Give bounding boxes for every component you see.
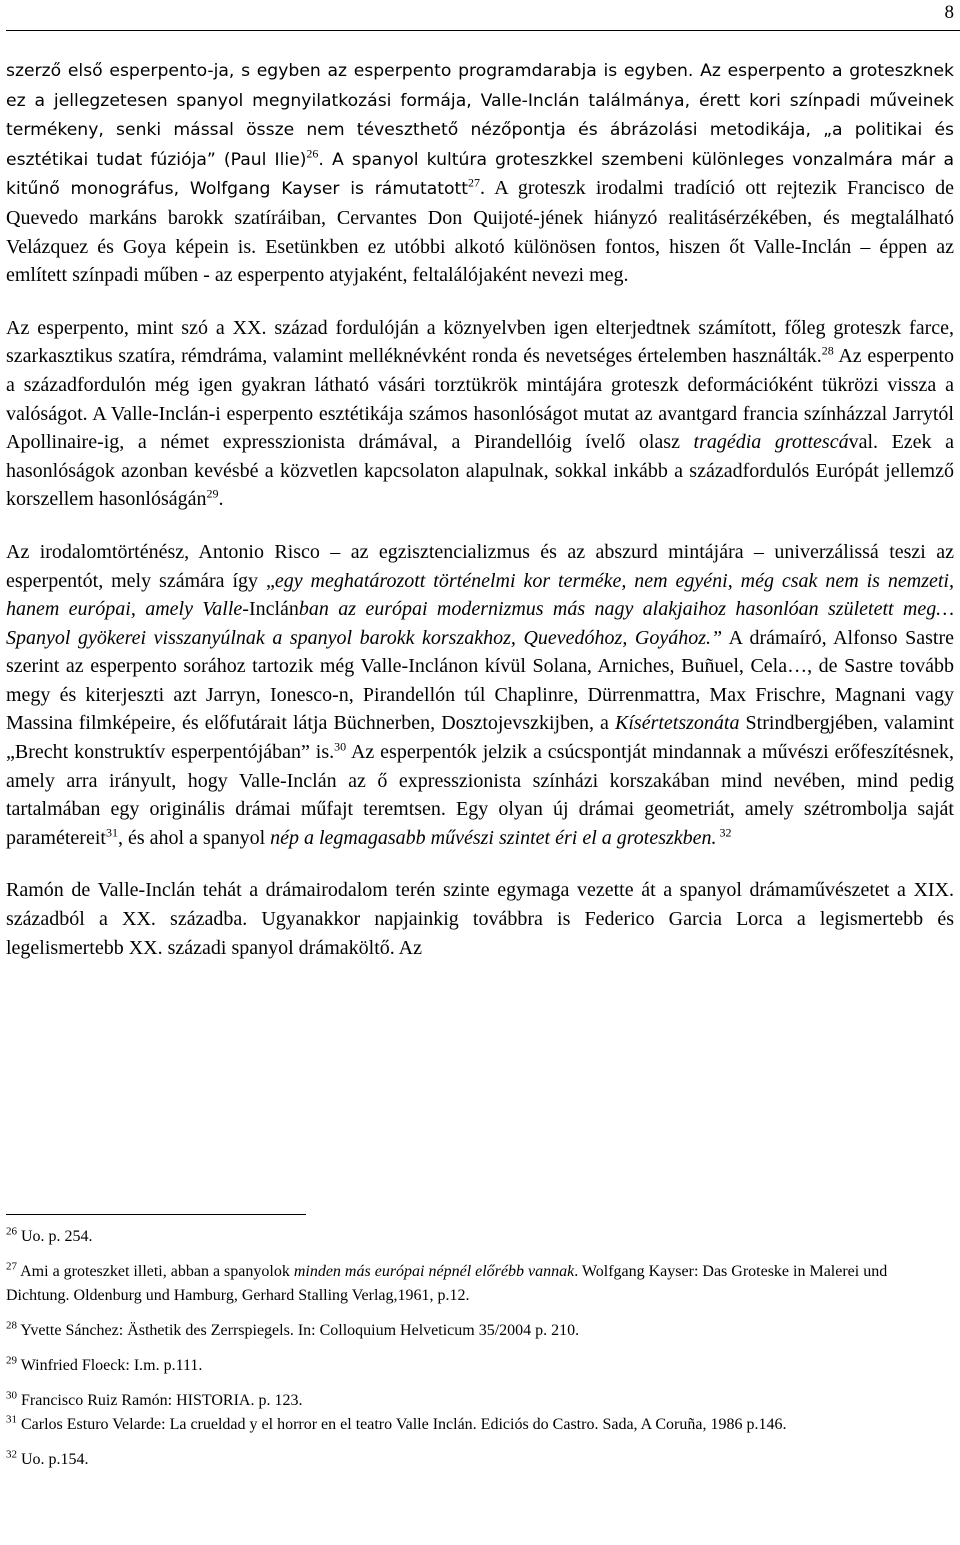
- footnote-text: . Wolfgang Kayser: Das Groteske in Malerei und Dichtung. Oldenburg und Hamburg, Gerhard Stalling Verlag,1961, p.12.: [6, 1263, 888, 1304]
- work-title-italic: Kísértetszonáta: [615, 712, 740, 735]
- footnote-30: [6, 1389, 954, 1413]
- text-run: Az esperpento, mint szó a XX. század fordulóján a köznyelvben igen elterjedtnek számított, főleg groteszk farce, szarkasztikus szatíra, rémdráma, valamint melléknévként ronda és nevetséges értelemben használták.: [6, 316, 954, 368]
- footnote-text: Uo. p. 254.: [21, 1228, 93, 1245]
- footnote-29: [6, 1354, 954, 1378]
- footnote-number: 27: [6, 1260, 17, 1273]
- footnote-ref-29[interactable]: 29: [206, 486, 219, 501]
- footnote-text: Winfried Floeck: I.m. p.111.: [20, 1357, 203, 1374]
- footnote-number: 26: [6, 1225, 17, 1238]
- text-run: Strindbergjében, valamint „Brecht konstruktív esperpentójában” is.: [6, 712, 954, 764]
- text-run: A drámaíró, Alfonso Sastre szerint az esperpento sorához tartozik még Valle-Inclánon kívül Solana, Arniches, Buñuel, Cela…, de Sastre tovább megy és kiterjeszti azt Jarryn, Ionesco-n, Pirandellón túl Chaplinre, Dürrenmattra, Max Frischre, Magnani vagy Massina filmképeire, és előfutárait látja Büchnerben, Dosztojevszkijben, a: [6, 626, 954, 735]
- text-run: Ramón de Valle-Inclán tehát a drámairodalom terén szinte egymaga vezette át a spanyol drámaművészetet a XIX. századból a XX. századba. Ugyanakkor napjainkig továbbra is Federico Garcia Lorca a legismertebb és legelismertebb XX. századi spanyol drámaköltő. Az: [6, 879, 954, 959]
- footnote-number: 31: [6, 1413, 17, 1426]
- text-run: Az irodalomtörténész, Antonio Risco – az egzisztencializmus és az abszurd mintájára – univerzálissá teszi az esperpentót, mely számára így „: [6, 540, 954, 592]
- italic-run: nép a legmagasabb művészi szintet éri el a groteszkben.: [270, 826, 717, 849]
- text-run: Az esperpento a századfordulón még igen gyakran látható vásári torztükrök mintájára groteszk deformációként tükrözi vissza a valóságot. A Valle-Inclán-i esperpento esztétikája számos hasonlóságot mutat az avantgard francia színházzal Jarrytól Apollinaire-ig, a német expresszionista drámával, a Pirandellóig ívelő olasz: [6, 345, 954, 454]
- footnote-number: 32: [6, 1448, 17, 1461]
- footnote-ref-30[interactable]: 30: [334, 739, 347, 754]
- text-run: . A groteszk irodalmi tradíció ott rejtezik Francisco de Quevedo markáns barokk szatíráiban, Cervantes Don Quijoté-jének hiányzó realitásérzékében, és megtalálható Velázquez és Goya képein is. Esetünkben ez utóbbi alkotó különösen fontos, hiszen őt Valle-Inclán – éppen az említett színpadi műben - az esperpento atyjaként, feltalálójaként nevezi meg.: [6, 177, 954, 287]
- footnote-28: [6, 1319, 954, 1343]
- text-run: Az esperpentók jelzik a csúcspontját mindannak a művészi erőfeszítésnek, amely arra irányult, hogy Valle-Inclán az ő expresszionista színházi korszakában mind nevében, mind pedig tartalmában egy originális drámai műfajt teremtsen. Egy olyan új drámai geometriát, amely szétrombolja saját paramétereit: [6, 741, 955, 849]
- header-rule: [6, 30, 960, 31]
- footnote-number: 28: [6, 1319, 17, 1332]
- footnote-26: [6, 1225, 954, 1249]
- footnotes: [6, 1225, 954, 1483]
- paragraph-1: [6, 56, 954, 290]
- text-run: Inclán: [248, 598, 299, 621]
- footnote-31: [6, 1413, 954, 1437]
- quote-italic-run: egy meghatározott történelmi kor terméke, nem egyéni, még csak nem is nemzeti, hanem európai, amely Valle-: [6, 569, 954, 621]
- footnote-text: Francisco Ruiz Ramón: HISTORIA. p. 123.: [21, 1392, 303, 1409]
- text-run: .: [218, 488, 224, 511]
- footnote-32: [6, 1448, 954, 1472]
- footnote-italic: minden más európai népnél előrébb vannak: [293, 1263, 575, 1280]
- footnote-text: Carlos Esturo Velarde: La crueldad y el horror en el teatro Valle Inclán. Ediciós do Castro. Sada, A Coruña, 1986 p.146.: [21, 1416, 787, 1433]
- text-run: szerző első esperpento-ja, s egyben az esperpento programdarabja is egyben. Az esperpento a groteszknek ez a jellegzetesen spanyol megnyilatkozási formája, Valle-Inclán találmánya, érett kori színpadi műveinek termékeny, senki mással össze nem téveszthető nézőpontja és ábrázolási metodikája, „a politikai és esztétikai tudat fúziója” (Paul Ilie): [6, 61, 954, 170]
- text-run: val. Ezek a hasonlóságok azonban kevésbé a közvetlen kapcsolaton alapulnak, sokkal inkább a századfordulós Európát jellemző korszellem hasonlóságán: [6, 431, 955, 511]
- footnote-ref-28[interactable]: 28: [821, 343, 834, 358]
- footnote-text: Uo. p.154.: [21, 1451, 89, 1468]
- footnote-27: [6, 1260, 954, 1308]
- footnote-text: Ami a groteszket illeti, abban a spanyolok: [20, 1263, 294, 1280]
- page-number: 8: [944, 2, 954, 23]
- body-text: [6, 56, 954, 962]
- paragraph-4: [6, 876, 954, 962]
- paragraph-3: [6, 538, 954, 853]
- italic-run: tragédia grottescá: [693, 431, 849, 454]
- footnote-separator: [6, 1214, 306, 1215]
- footnote-ref-31[interactable]: 31: [105, 825, 118, 840]
- footnote-ref-26[interactable]: 26: [306, 146, 319, 161]
- text-run: , és ahol a spanyol: [117, 826, 271, 849]
- text-run: . A spanyol kultúra groteszkkel szembeni különleges vonzalmára már a kitűnő monográfus, Wolfgang Kayser is rámutatott: [6, 149, 954, 200]
- footnote-number: 30: [6, 1389, 17, 1402]
- paragraph-2: [6, 314, 954, 514]
- quote-italic-run: ban az európai modernizmus más nagy alakjaihoz hasonlóan született meg… Spanyol gyökerei visszanyúlnak a spanyol barokk korszakhoz, Quevedóhoz, Goyához.”: [6, 598, 954, 649]
- footnote-number: 29: [6, 1354, 17, 1367]
- footnote-ref-32[interactable]: 32: [716, 825, 732, 840]
- footnote-ref-27[interactable]: 27: [467, 175, 480, 190]
- footnote-text: Yvette Sánchez: Ästhetik des Zerrspiegels. In: Colloquium Helveticum 35/2004 p. 210.: [20, 1322, 580, 1339]
